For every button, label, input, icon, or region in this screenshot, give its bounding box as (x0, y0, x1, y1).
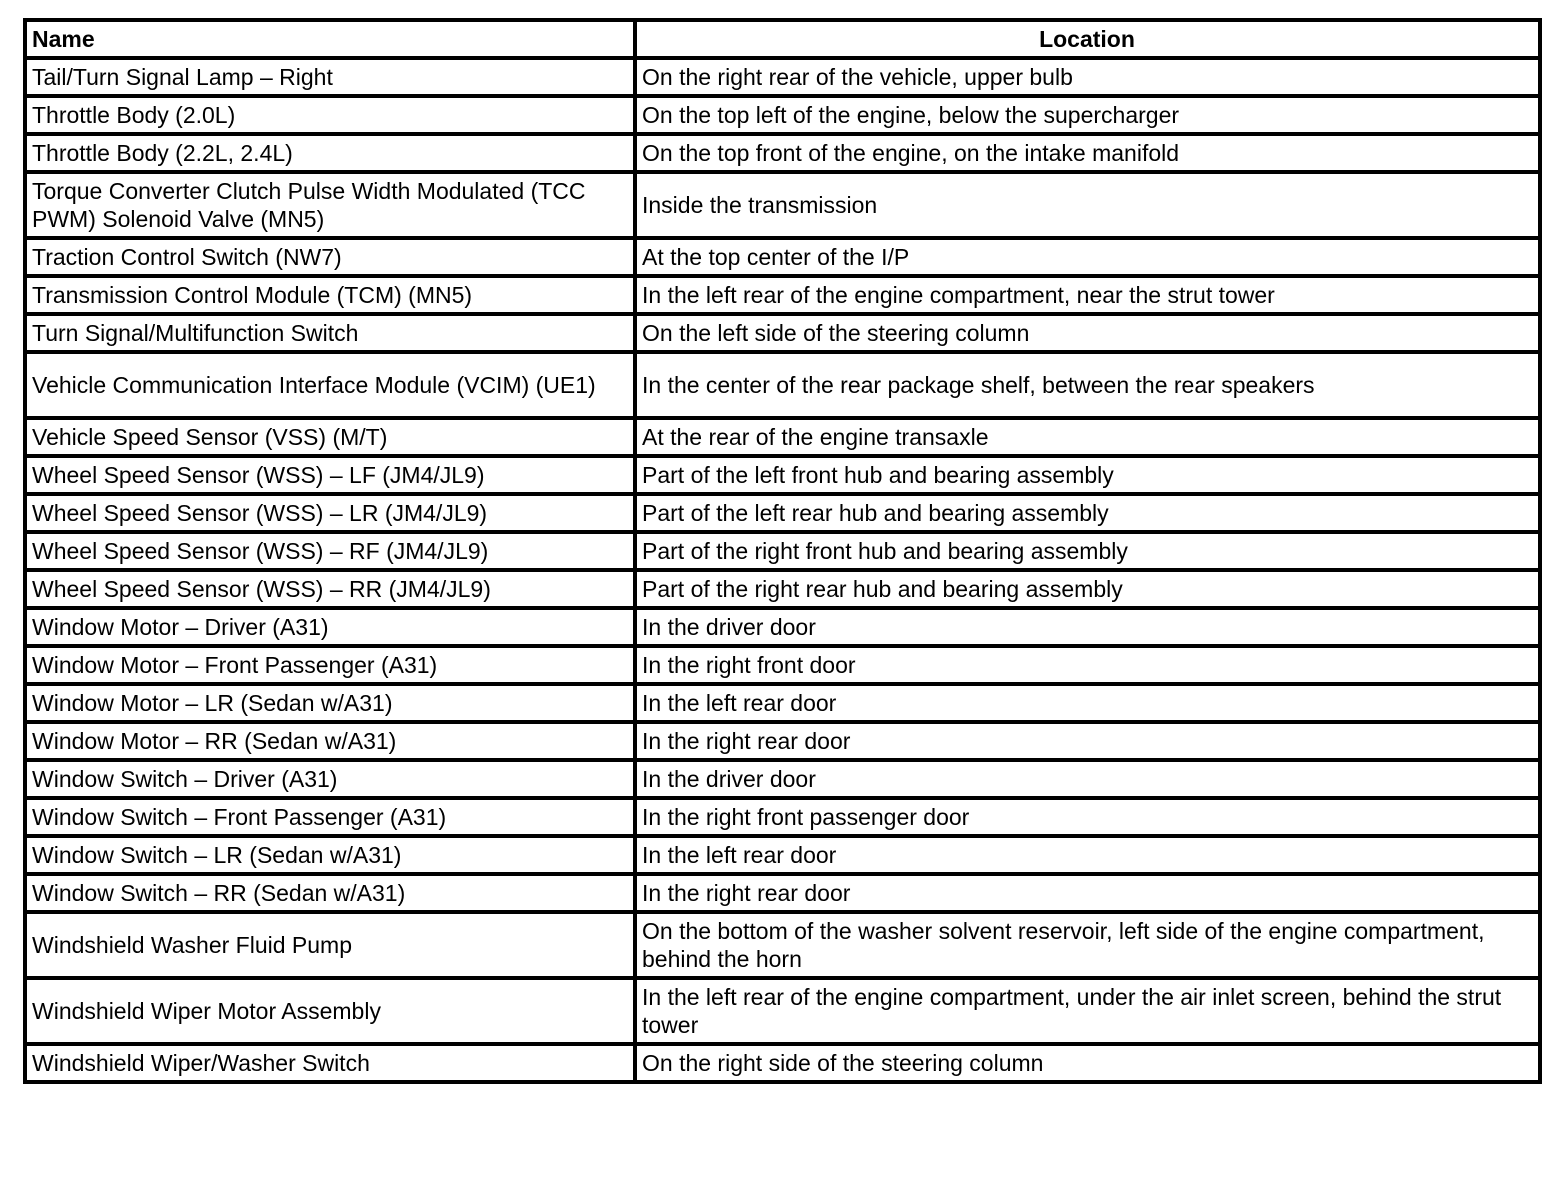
name-cell: Windshield Wiper Motor Assembly (25, 978, 635, 1044)
location-cell: In the right front passenger door (635, 798, 1540, 836)
table-row (25, 1044, 1540, 1082)
table-row (25, 646, 1540, 684)
table-row (25, 172, 1540, 238)
name-cell: Window Switch – Front Passenger (A31) (25, 798, 635, 836)
location-cell: At the rear of the engine transaxle (635, 418, 1540, 456)
name-cell: Vehicle Communication Interface Module (VCIM) (UE1) (25, 352, 635, 418)
name-cell: Transmission Control Module (TCM) (MN5) (25, 276, 635, 314)
table-row (25, 684, 1540, 722)
name-cell: Window Switch – LR (Sedan w/A31) (25, 836, 635, 874)
header-row (25, 20, 1540, 58)
header-location: Location (635, 20, 1540, 58)
name-cell: Window Motor – Front Passenger (A31) (25, 646, 635, 684)
name-cell: Windshield Wiper/Washer Switch (25, 1044, 635, 1082)
table-row (25, 608, 1540, 646)
name-cell: Window Motor – Driver (A31) (25, 608, 635, 646)
name-cell: Wheel Speed Sensor (WSS) – LF (JM4/JL9) (25, 456, 635, 494)
name-cell: Turn Signal/Multifunction Switch (25, 314, 635, 352)
table-row (25, 532, 1540, 570)
location-cell: In the left rear of the engine compartment, under the air inlet screen, behind the strut tower (635, 978, 1540, 1044)
name-cell: Tail/Turn Signal Lamp – Right (25, 58, 635, 96)
name-cell: Windshield Washer Fluid Pump (25, 912, 635, 978)
table-row (25, 418, 1540, 456)
location-cell: Part of the left front hub and bearing assembly (635, 456, 1540, 494)
table-row (25, 276, 1540, 314)
table-row (25, 58, 1540, 96)
table-row (25, 912, 1540, 978)
name-cell: Window Motor – RR (Sedan w/A31) (25, 722, 635, 760)
location-cell: Inside the transmission (635, 172, 1540, 238)
location-cell: Part of the right front hub and bearing assembly (635, 532, 1540, 570)
location-cell: In the driver door (635, 608, 1540, 646)
table-row (25, 494, 1540, 532)
location-cell: On the left side of the steering column (635, 314, 1540, 352)
table-row (25, 760, 1540, 798)
location-cell: In the center of the rear package shelf, between the rear speakers (635, 352, 1540, 418)
name-cell: Wheel Speed Sensor (WSS) – LR (JM4/JL9) (25, 494, 635, 532)
table-row (25, 874, 1540, 912)
location-cell: At the top center of the I/P (635, 238, 1540, 276)
location-cell: On the right side of the steering column (635, 1044, 1540, 1082)
table-row (25, 798, 1540, 836)
component-location-table (23, 18, 1542, 1084)
location-cell: On the right rear of the vehicle, upper bulb (635, 58, 1540, 96)
location-cell: In the left rear door (635, 836, 1540, 874)
location-cell: On the top front of the engine, on the intake manifold (635, 134, 1540, 172)
table-row (25, 836, 1540, 874)
table-row (25, 96, 1540, 134)
name-cell: Vehicle Speed Sensor (VSS) (M/T) (25, 418, 635, 456)
table-row (25, 456, 1540, 494)
location-cell: In the right rear door (635, 874, 1540, 912)
location-cell: In the left rear of the engine compartment, near the strut tower (635, 276, 1540, 314)
location-cell: In the driver door (635, 760, 1540, 798)
name-cell: Wheel Speed Sensor (WSS) – RR (JM4/JL9) (25, 570, 635, 608)
name-cell: Throttle Body (2.2L, 2.4L) (25, 134, 635, 172)
header-name: Name (25, 20, 635, 58)
name-cell: Window Motor – LR (Sedan w/A31) (25, 684, 635, 722)
table-row (25, 570, 1540, 608)
location-cell: In the left rear door (635, 684, 1540, 722)
name-cell: Window Switch – Driver (A31) (25, 760, 635, 798)
name-cell: Wheel Speed Sensor (WSS) – RF (JM4/JL9) (25, 532, 635, 570)
table-row (25, 978, 1540, 1044)
name-cell: Traction Control Switch (NW7) (25, 238, 635, 276)
location-cell: On the bottom of the washer solvent reservoir, left side of the engine compartment, behind the horn (635, 912, 1540, 978)
table-body (25, 58, 1540, 1082)
location-cell: Part of the left rear hub and bearing assembly (635, 494, 1540, 532)
table-row (25, 314, 1540, 352)
table-header (25, 20, 1540, 58)
name-cell: Throttle Body (2.0L) (25, 96, 635, 134)
location-cell: In the right front door (635, 646, 1540, 684)
location-cell: Part of the right rear hub and bearing assembly (635, 570, 1540, 608)
table-row (25, 238, 1540, 276)
table-row (25, 352, 1540, 418)
table-row (25, 722, 1540, 760)
location-cell: On the top left of the engine, below the supercharger (635, 96, 1540, 134)
name-cell: Torque Converter Clutch Pulse Width Modulated (TCC PWM) Solenoid Valve (MN5) (25, 172, 635, 238)
location-cell: In the right rear door (635, 722, 1540, 760)
table-row (25, 134, 1540, 172)
name-cell: Window Switch – RR (Sedan w/A31) (25, 874, 635, 912)
